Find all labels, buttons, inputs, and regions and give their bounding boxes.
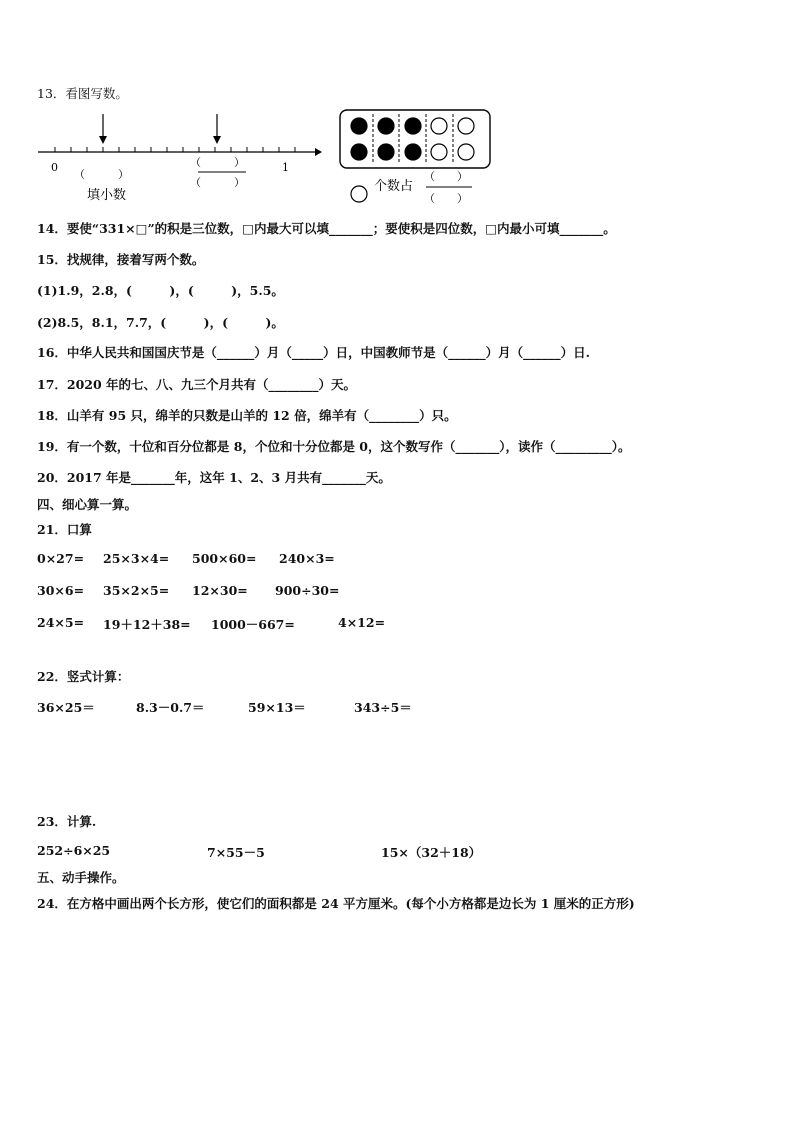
- dot-grid-figure: [336, 108, 496, 206]
- filled-dot: [378, 144, 394, 160]
- section-4-heading: 四、细心算一算。: [37, 497, 138, 512]
- q22-item: 343÷5＝: [354, 700, 412, 715]
- q21-title: 21．口算: [37, 522, 92, 537]
- q23-item: 7×55－5: [207, 845, 265, 860]
- q14: 14．要使“331×□”的积是三位数，□内最大可以填_______；要使积是四位数，□内最小可填_______。: [37, 221, 616, 236]
- filled-dot: [351, 144, 367, 160]
- q21-item: 12×30=: [192, 583, 248, 598]
- q21-item: 4×12=: [338, 615, 386, 630]
- dot-grid-dots: [351, 118, 474, 160]
- filled-dot: [351, 118, 367, 134]
- section-5-heading: 五、动手操作。: [37, 870, 125, 885]
- filled-dot: [378, 118, 394, 134]
- q21-item: 30×6=: [37, 583, 85, 598]
- q22-title: 22．竖式计算：: [37, 669, 130, 684]
- q21-item: 35×2×5=: [103, 583, 170, 598]
- q19: 19．有一个数，十位和百分位都是 8，个位和十分位都是 0，这个数写作（_______），读作（_________）。: [37, 439, 631, 454]
- q22-item: 59×13＝: [248, 700, 306, 715]
- q22-row: [37, 698, 412, 773]
- fraction-bottom: （ ）: [190, 176, 245, 189]
- empty-dot: [431, 144, 447, 160]
- q21-item: 500×60=: [192, 551, 257, 566]
- dots-fraction-top: （ ）: [424, 170, 468, 183]
- q21-item: 1000－667=: [211, 617, 295, 632]
- q23-item: 252÷6×25: [37, 843, 111, 858]
- answer-paren: （ ）: [74, 168, 129, 181]
- q23-title: 23．计算.: [37, 814, 97, 829]
- empty-dot: [458, 144, 474, 160]
- q23-item: 15×（32＋18）: [381, 845, 482, 860]
- q18: 18．山羊有 95 只，绵羊的只数是山羊的 12 倍，绵羊有（________）只。: [37, 408, 457, 423]
- q22-item: 8.3－0.7＝: [136, 700, 205, 715]
- filled-dot: [405, 144, 421, 160]
- arrow-down-icon: [213, 114, 221, 144]
- q21-item: 24×5=: [37, 615, 85, 630]
- tick-label-0: 0: [51, 161, 58, 174]
- numberline-caption: 填小数: [87, 188, 127, 203]
- answer-circle: [351, 186, 367, 202]
- q15-2: (2)8.5，8.1，7.7，( )，( )。: [37, 315, 284, 330]
- q20: 20．2017 年是_______年，这年 1、2、3 月共有_______天。: [37, 470, 391, 485]
- q13-title: 13．看图写数。: [37, 86, 128, 101]
- q21-item: 0×27=: [37, 551, 85, 566]
- q22-item: 36×25＝: [37, 700, 95, 715]
- dots-caption: 个数占: [374, 179, 414, 194]
- filled-dot: [405, 118, 421, 134]
- empty-dot: [458, 118, 474, 134]
- q21-item: 240×3=: [279, 551, 335, 566]
- tick-label-1: 1: [282, 161, 289, 174]
- empty-dot: [431, 118, 447, 134]
- q15: 15．找规律，接着写两个数。: [37, 252, 205, 267]
- q21-item: 19＋12＋38=: [103, 617, 191, 632]
- dots-fraction-bottom: （ ）: [424, 192, 468, 205]
- q21-item: 900÷30=: [275, 583, 340, 598]
- q17: 17．2020 年的七、八、九三个月共有（________）天。: [37, 377, 357, 392]
- q24: 24．在方格中画出两个长方形，使它们的面积都是 24 平方厘米。(每个小方格都是边长为 1 厘米的正方形): [37, 896, 635, 911]
- number-line-figure: [30, 108, 330, 204]
- q16: 16．中华人民共和国国庆节是（______）月（_____）日，中国教师节是（______）月（______）日.: [37, 345, 590, 360]
- fraction-top: （ ）: [190, 156, 245, 169]
- q15-1: (1)1.9，2.8，( )，( )，5.5。: [37, 283, 284, 298]
- arrow-down-icon: [99, 114, 107, 144]
- q21-item: 25×3×4=: [103, 551, 170, 566]
